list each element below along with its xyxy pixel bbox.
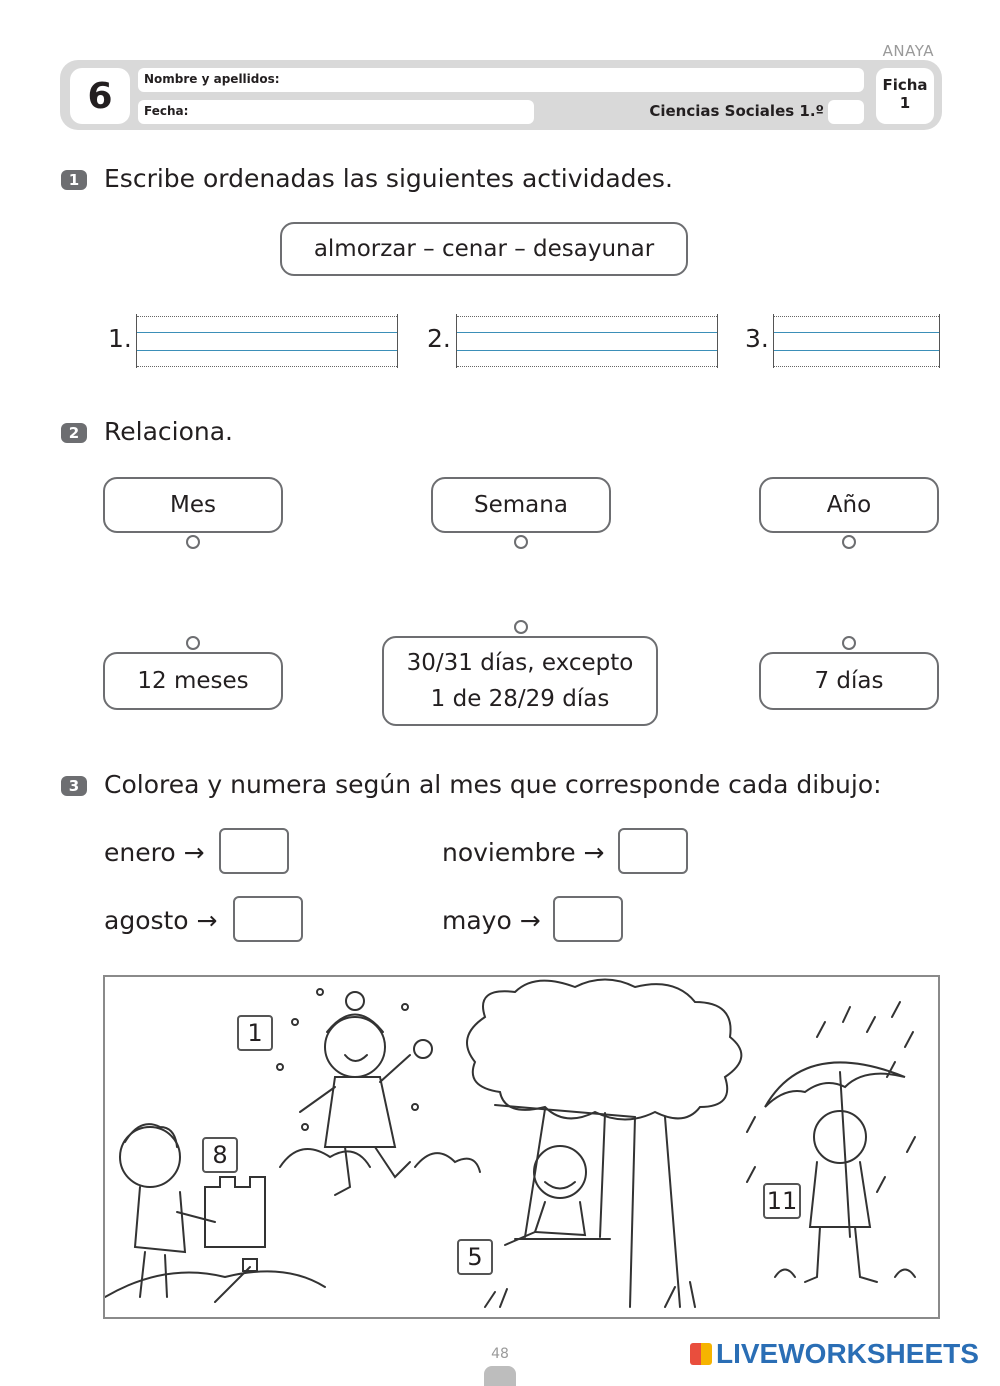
match-bottom-12-meses: 12 meses	[103, 652, 283, 710]
exercise-1-number: 1	[61, 170, 87, 190]
match-bottom-7-dias: 7 días	[759, 652, 939, 710]
line-3-label: 3.	[745, 324, 769, 353]
match-bottom-30-dias-line1: 30/31 días, excepto	[406, 650, 634, 676]
picture-number-11: 11	[763, 1183, 801, 1219]
match-dot-bottom-1[interactable]	[186, 636, 200, 650]
exercise-1-title: Escribe ordenadas las siguientes actividades.	[104, 164, 673, 193]
tree-swing-drawing	[467, 980, 741, 1308]
page-tab	[484, 1366, 516, 1386]
winter-child-drawing	[277, 989, 480, 1195]
month-noviembre-label: noviembre →	[442, 838, 605, 867]
month-enero-label: enero →	[104, 838, 205, 867]
name-label: Nombre y apellidos:	[144, 72, 280, 86]
match-bottom-30-dias	[382, 636, 658, 726]
date-field[interactable]	[138, 100, 534, 124]
match-top-mes: Mes	[103, 477, 283, 533]
line-1-label: 1.	[108, 324, 132, 353]
month-agosto-box[interactable]	[233, 896, 303, 942]
exercise-2-title: Relaciona.	[104, 417, 233, 446]
brand-logo	[690, 1338, 979, 1370]
ficha-label: Ficha	[882, 76, 928, 94]
publisher-logo: ANAYA	[882, 42, 934, 60]
answer-line-3[interactable]	[773, 314, 940, 368]
exercise-2-number: 2	[61, 423, 87, 443]
subject-label: Ciencias Sociales 1.º	[649, 102, 824, 120]
rain-child-drawing	[747, 1002, 915, 1282]
exercise-3-title: Colorea y numera según al mes que corresponde cada dibujo:	[104, 770, 882, 799]
ficha-badge	[876, 68, 934, 124]
answer-line-1[interactable]	[136, 314, 398, 368]
match-dot-bottom-2[interactable]	[514, 620, 528, 634]
match-dot-bottom-3[interactable]	[842, 636, 856, 650]
month-agosto-label: agosto →	[104, 906, 218, 935]
month-enero-box[interactable]	[219, 828, 289, 874]
unit-number: 6	[70, 68, 130, 124]
date-label: Fecha:	[144, 104, 189, 118]
match-top-ano: Año	[759, 477, 939, 533]
month-mayo-label: mayo →	[442, 906, 541, 935]
line-2-label: 2.	[427, 324, 451, 353]
picture-number-8: 8	[202, 1137, 238, 1173]
brand-icon	[690, 1343, 712, 1365]
picture-number-5: 5	[457, 1239, 493, 1275]
month-mayo-box[interactable]	[553, 896, 623, 942]
match-bottom-30-dias-line2: 1 de 28/29 días	[430, 686, 610, 712]
seasons-illustration	[103, 975, 940, 1319]
name-field[interactable]	[138, 68, 864, 92]
match-dot-top-2[interactable]	[514, 535, 528, 549]
brand-text: LIVEWORKSHEETS	[716, 1338, 979, 1369]
page-number: 48	[491, 1346, 509, 1362]
group-field[interactable]	[828, 100, 864, 124]
match-top-semana: Semana	[431, 477, 611, 533]
match-dot-top-3[interactable]	[842, 535, 856, 549]
word-list-box: almorzar – cenar – desayunar	[280, 222, 688, 276]
answer-line-2[interactable]	[456, 314, 718, 368]
exercise-3-number: 3	[61, 776, 87, 796]
ficha-number: 1	[899, 94, 911, 112]
picture-number-1: 1	[237, 1015, 273, 1051]
month-noviembre-box[interactable]	[618, 828, 688, 874]
match-dot-top-1[interactable]	[186, 535, 200, 549]
